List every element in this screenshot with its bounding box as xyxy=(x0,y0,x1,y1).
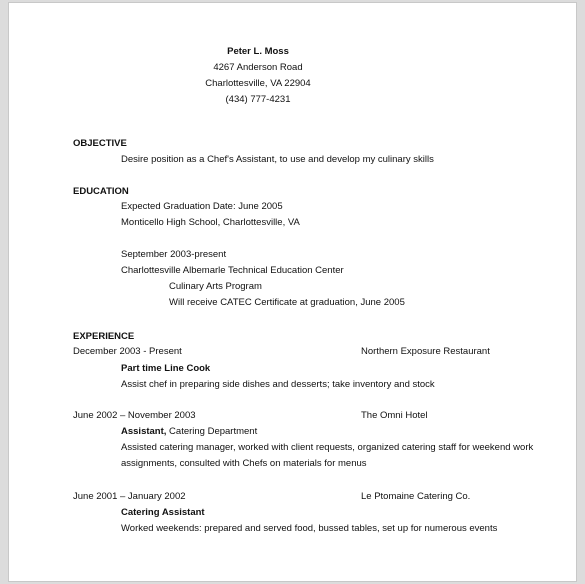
program-name: Culinary Arts Program xyxy=(169,281,262,292)
school-name: Monticello High School, Charlottesville, VA xyxy=(121,217,300,228)
certificate-note: Will receive CATEC Certificate at graduation, June 2005 xyxy=(169,297,405,308)
job-title: Catering Assistant xyxy=(121,507,205,518)
job-duty: Assisted catering manager, worked with client requests, organized catering staff for weekend work xyxy=(121,442,534,453)
candidate-name: Peter L. Moss xyxy=(227,46,289,57)
job-title: Assistant, xyxy=(121,426,167,437)
experience-heading: EXPERIENCE xyxy=(73,331,135,342)
job-title-line xyxy=(121,426,257,438)
job-dates: December 2003 - Present xyxy=(73,346,182,357)
job-dates: June 2002 – November 2003 xyxy=(73,410,196,421)
city-state-zip: Charlottesville, VA 22904 xyxy=(205,78,311,89)
education-heading: EDUCATION xyxy=(73,186,129,197)
job-employer: Le Ptomaine Catering Co. xyxy=(361,491,471,502)
program-dates: September 2003-present xyxy=(121,249,227,260)
resume-page xyxy=(8,2,577,582)
job-duty: Worked weekends: prepared and served food, bussed tables, set up for numerous events xyxy=(121,523,498,534)
address-line: 4267 Anderson Road xyxy=(213,62,303,73)
objective-text: Desire position as a Chef's Assistant, to use and develop my culinary skills xyxy=(121,154,434,165)
graduation-date: Expected Graduation Date: June 2005 xyxy=(121,201,283,212)
phone-number: (434) 777-4231 xyxy=(225,94,291,105)
job-duty: Assist chef in preparing side dishes and desserts; take inventory and stock xyxy=(121,379,435,390)
job-dates: June 2001 – January 2002 xyxy=(73,491,186,502)
tech-center: Charlottesville Albemarle Technical Education Center xyxy=(121,265,344,276)
objective-heading: OBJECTIVE xyxy=(73,138,127,149)
job-employer: The Omni Hotel xyxy=(361,410,428,421)
job-duty: assignments, consulted with Chefs on materials for menus xyxy=(121,458,367,469)
job-employer: Northern Exposure Restaurant xyxy=(361,346,490,357)
job-department: Catering Department xyxy=(166,426,258,437)
job-title: Part time Line Cook xyxy=(121,363,211,374)
